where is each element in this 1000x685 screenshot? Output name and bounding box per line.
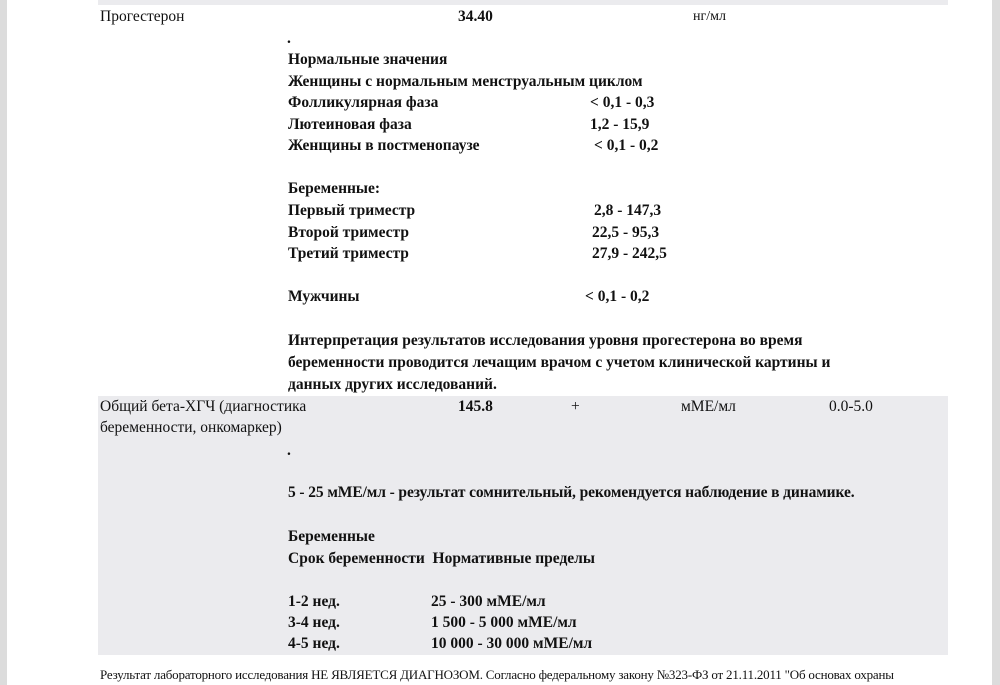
legal-disclaimer: Результат лабораторного исследования НЕ ЯВЛЯЕТСЯ ДИАГНОЗОМ. Согласно федеральному закону №323-ФЗ от 21.11.2011 "Об основах охраны bbox=[100, 667, 894, 682]
abnormal-flag: + bbox=[571, 398, 580, 415]
test-name: Общий бета-ХГЧ (диагностика bbox=[100, 398, 307, 415]
interpretation-line: Интерпретация результатов исследования уровня прогестерона во время bbox=[288, 332, 803, 349]
test-name: Прогестерон bbox=[100, 8, 185, 25]
norm-range: < 0,1 - 0,2 bbox=[594, 137, 659, 154]
test-unit: нг/мл bbox=[693, 9, 726, 24]
table-header: Срок беременности Нормативные пределы bbox=[288, 550, 595, 567]
document-page bbox=[7, 0, 992, 685]
term-range: 1 500 - 5 000 мМЕ/мл bbox=[431, 614, 577, 631]
norm-range: 22,5 - 95,3 bbox=[592, 224, 660, 241]
term-range: 10 000 - 30 000 мМЕ/мл bbox=[431, 635, 593, 652]
norm-label-men: Мужчины bbox=[288, 288, 360, 305]
pregnant-title: Беременные bbox=[288, 528, 375, 545]
comment-dot: . bbox=[287, 442, 291, 459]
previous-row-highlight bbox=[98, 0, 948, 5]
test-name-continued: беременности, онкомаркер) bbox=[100, 419, 282, 436]
norm-label: Лютеиновая фаза bbox=[288, 116, 412, 133]
term-label: 3-4 нед. bbox=[288, 614, 340, 631]
interpretation-line: беременности проводится лечащим врачом с учетом клинической картины и bbox=[288, 354, 831, 371]
norm-label: Второй триместр bbox=[288, 224, 409, 241]
norm-label: Первый триместр bbox=[288, 202, 416, 219]
reference-range: 0.0-5.0 bbox=[829, 398, 873, 415]
norm-label: Фолликулярная фаза bbox=[288, 94, 439, 111]
norm-range: 2,8 - 147,3 bbox=[594, 202, 662, 219]
norms-subtitle: Женщины с нормальным менструальным циклом bbox=[288, 73, 643, 90]
norm-range-men: < 0,1 - 0,2 bbox=[585, 288, 650, 305]
test-unit: мМЕ/мл bbox=[681, 398, 736, 415]
norm-label: Женщины в постменопаузе bbox=[288, 137, 480, 154]
term-range: 25 - 300 мМЕ/мл bbox=[431, 593, 546, 610]
norm-range: < 0,1 - 0,3 bbox=[590, 94, 655, 111]
norm-range: 1,2 - 15,9 bbox=[590, 116, 650, 133]
test-value: 34.40 bbox=[458, 8, 493, 25]
pregnant-title: Беременные: bbox=[288, 180, 381, 197]
viewer-left-edge bbox=[0, 0, 7, 685]
term-label: 4-5 нед. bbox=[288, 635, 340, 652]
norm-label: Третий триместр bbox=[288, 245, 409, 262]
viewer-scrollbar[interactable] bbox=[992, 0, 1000, 685]
doubtful-note: 5 - 25 мМЕ/мл - результат сомнительный, рекомендуется наблюдение в динамике. bbox=[288, 484, 855, 501]
norm-range: 27,9 - 242,5 bbox=[592, 245, 667, 262]
norms-title: Нормальные значения bbox=[288, 51, 448, 68]
interpretation-line: данных других исследований. bbox=[288, 376, 497, 393]
term-label: 1-2 нед. bbox=[288, 593, 340, 610]
comment-dot: . bbox=[287, 30, 291, 47]
test-value: 145.8 bbox=[458, 398, 493, 415]
